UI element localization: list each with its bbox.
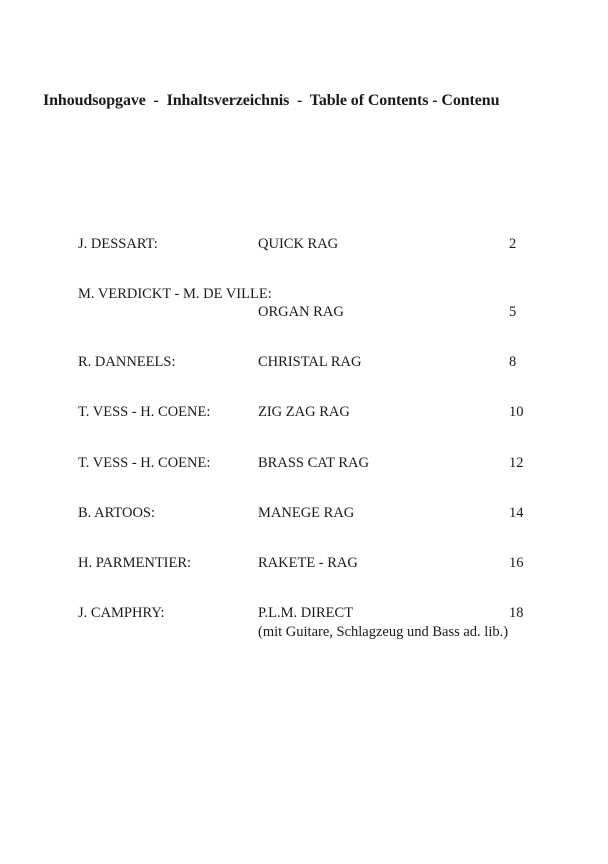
- toc-composer: R. DANNEELS:: [78, 354, 176, 370]
- toc-title: ORGAN RAG: [258, 304, 344, 320]
- toc-page-number: 8: [509, 354, 517, 370]
- toc-page-number: 5: [509, 304, 517, 320]
- toc-page-number: 2: [509, 236, 517, 252]
- toc-title: CHRISTAL RAG: [258, 354, 362, 370]
- toc-composer: M. VERDICKT - M. DE VILLE:: [78, 286, 272, 302]
- toc-title: RAKETE - RAG: [258, 555, 358, 571]
- toc-composer: J. CAMPHRY:: [78, 605, 165, 621]
- page-title: Inhoudsopgave - Inhaltsverzeichnis - Table of Contents - Contenu: [43, 92, 500, 109]
- toc-title: MANEGE RAG: [258, 505, 355, 521]
- toc-instrumentation-note: (mit Guitare, Schlagzeug und Bass ad. lib.): [258, 624, 509, 640]
- toc-page-number: 12: [509, 455, 524, 471]
- toc-title: QUICK RAG: [258, 236, 339, 252]
- toc-page-number: 10: [509, 404, 524, 420]
- toc-page-number: 14: [509, 505, 524, 521]
- toc-title: BRASS CAT RAG: [258, 455, 369, 471]
- toc-page-number: 18: [509, 605, 524, 621]
- toc-composer: T. VESS - H. COENE:: [78, 455, 211, 471]
- toc-title: P.L.M. DIRECT: [258, 605, 354, 621]
- toc-composer: J. DESSART:: [78, 236, 158, 252]
- toc-title: ZIG ZAG RAG: [258, 404, 350, 420]
- toc-composer: H. PARMENTIER:: [78, 555, 192, 571]
- toc-composer: B. ARTOOS:: [78, 505, 156, 521]
- toc-composer: T. VESS - H. COENE:: [78, 404, 211, 420]
- toc-page-number: 16: [509, 555, 524, 571]
